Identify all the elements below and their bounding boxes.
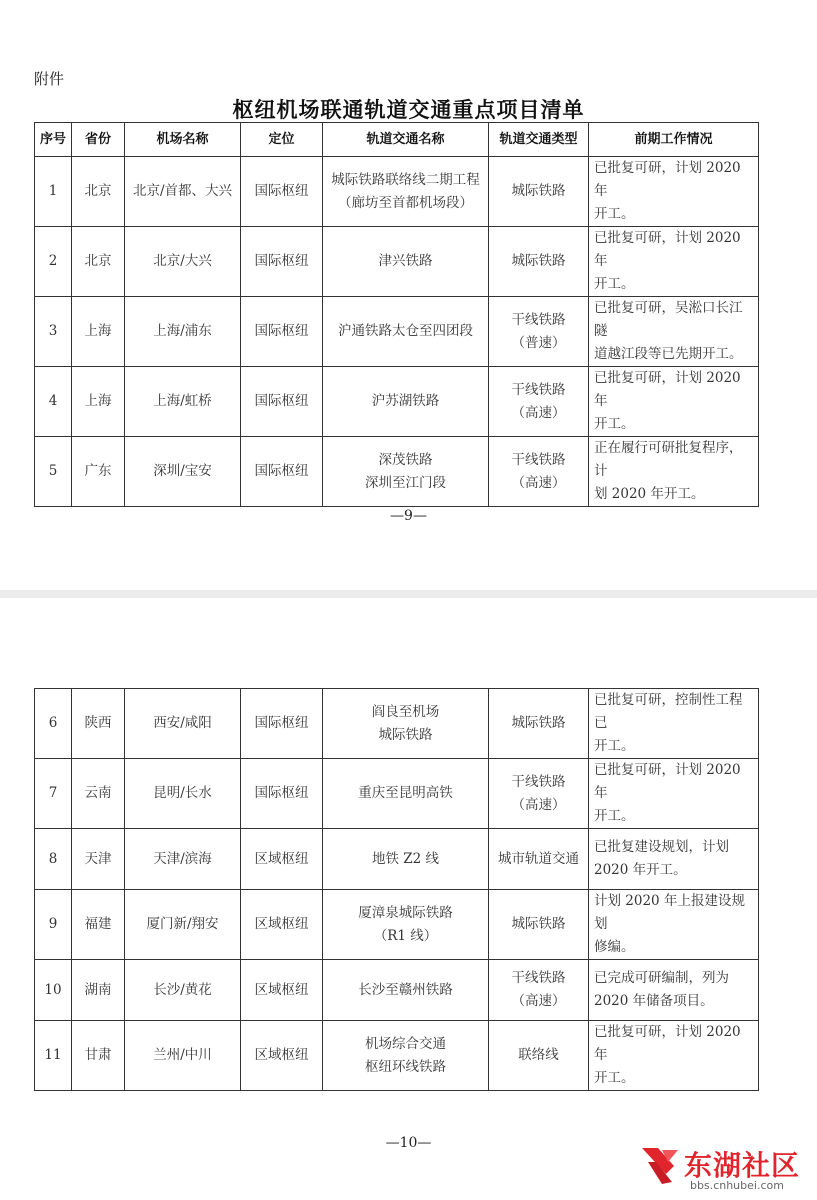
province-cell-line: 北京 [84,183,112,199]
position-cell-line: 国际枢纽 [254,715,309,731]
watermark-text: 东湖社区 [684,1149,801,1182]
position-cell [241,759,323,829]
rail-name-cell-line: 深圳至江门段 [365,474,446,491]
rail-name-cell-line: 地铁 Z2 线 [371,850,440,867]
rail-name-cell-line: 深茂铁路 [378,451,433,468]
airport-cell [125,829,241,890]
row-number [35,759,72,829]
status-cell-line: 已批复建设规划，计划 [594,839,729,855]
airport-cell-line: 昆明/长水 [153,785,212,801]
position-cell-line: 区域枢纽 [254,916,309,932]
province-cell [72,367,125,437]
document-page-1 [0,0,817,590]
row-number [35,1021,72,1091]
rail-type-cell-line: （普速） [511,334,566,351]
row-number [35,829,72,890]
project-table-page-2 [34,688,759,1091]
airport-cell-line: 上海/虹桥 [153,393,212,409]
position-cell-line: 国际枢纽 [254,463,309,479]
rail-type-cell-line: （高速） [511,404,566,421]
rail-name-cell [323,689,489,759]
airport-cell [125,367,241,437]
rail-type-cell [489,297,589,367]
rail-name-cell [323,960,489,1021]
rail-type-cell-line: 联络线 [518,1047,559,1063]
status-cell-line: 开工。 [594,808,635,824]
document-page-2 [0,598,817,1200]
status-cell-line: 开工。 [594,416,635,432]
airport-cell-line: 北京/大兴 [153,253,212,269]
rail-name-cell-line: 城际铁路 [378,726,433,743]
province-cell-line: 广东 [84,463,112,479]
airport-cell [125,297,241,367]
rail-type-cell [489,437,589,507]
province-cell [72,437,125,507]
airport-cell [125,1021,241,1091]
row-number-line: 9 [48,916,58,932]
status-cell-line: 已批复可研，计划 2020 年 [594,160,741,199]
table-row [35,829,759,890]
airport-cell-line: 长沙/黄花 [153,981,212,998]
table-row [35,227,759,297]
status-cell-line: 已批复可研，吴淞口长江隧 [594,300,743,339]
position-cell [241,367,323,437]
forum-logo-icon [638,1144,682,1188]
rail-type-cell [489,689,589,759]
airport-cell-line: 厦门新/翔安 [146,916,219,932]
airport-cell [125,157,241,227]
rail-type-cell-line: （高速） [511,993,566,1009]
header-airport: 机场名称 [125,123,241,157]
status-cell [589,689,759,759]
province-cell [72,759,125,829]
row-number-line: 4 [48,393,58,409]
page-number: —9— [390,508,427,524]
airport-cell [125,437,241,507]
rail-name-cell [323,367,489,437]
airport-cell [125,960,241,1021]
row-number-line: 5 [48,463,58,479]
rail-type-cell [489,157,589,227]
airport-cell [125,227,241,297]
table-row [35,437,759,507]
project-table-page-1 [34,122,759,507]
row-number-line: 2 [48,253,58,269]
airport-cell-line: 西安/咸阳 [153,715,212,731]
rail-name-cell-line: 沪苏湖铁路 [371,393,440,409]
header-status: 前期工作情况 [589,123,759,157]
rail-type-cell-line: （高速） [511,474,566,491]
rail-type-cell [489,367,589,437]
status-cell-line: 划 2020 年开工。 [594,486,705,502]
table-header-row [35,123,759,157]
header-province: 省份 [72,123,125,157]
position-cell [241,157,323,227]
rail-name-cell-line: 长沙至赣州铁路 [358,981,453,998]
row-number-line: 10 [44,981,62,998]
airport-cell-line: 上海/浦东 [153,323,212,339]
rail-name-cell [323,759,489,829]
status-cell-line: 已完成可研编制，列为 [594,970,729,986]
status-cell [589,890,759,960]
rail-name-cell-line: 厦漳泉城际铁路 [358,904,453,921]
position-cell-line: 区域枢纽 [254,1047,309,1063]
status-cell [589,297,759,367]
rail-name-cell-line: 阎良至机场 [371,703,440,720]
rail-name-cell-line: 重庆至昆明高铁 [358,785,453,801]
rail-type-cell [489,960,589,1021]
table-row [35,960,759,1021]
province-cell [72,960,125,1021]
rail-name-cell-line: （R1 线） [373,927,438,944]
status-cell-line: 已批复可研，控制性工程已 [594,692,743,731]
province-cell [72,890,125,960]
rail-type-cell-line: 干线铁路 [511,381,566,398]
position-cell-line: 国际枢纽 [254,253,309,269]
rail-name-cell-line: （廊坊至首都机场段） [338,194,473,211]
status-cell [589,437,759,507]
airport-cell-line: 深圳/宝安 [153,463,212,479]
airport-cell-line: 天津/滨海 [153,850,212,867]
row-number-line: 3 [48,323,58,339]
header-rail-name: 轨道交通名称 [323,123,489,157]
province-cell-line: 上海 [84,393,112,409]
rail-type-cell [489,759,589,829]
watermark [638,1142,813,1196]
table-row [35,759,759,829]
row-number [35,367,72,437]
table-row [35,157,759,227]
position-cell [241,960,323,1021]
rail-name-cell [323,829,489,890]
header-position: 定位 [241,123,323,157]
table-row [35,297,759,367]
rail-name-cell [323,437,489,507]
rail-type-cell [489,1021,589,1091]
row-number [35,227,72,297]
rail-type-cell [489,829,589,890]
rail-type-cell-line: 干线铁路 [511,773,566,790]
rail-name-cell-line: 津兴铁路 [378,253,433,269]
rail-type-cell-line: 干线铁路 [511,451,566,468]
rail-type-cell-line: 干线铁路 [511,970,566,986]
airport-cell [125,890,241,960]
position-cell-line: 国际枢纽 [254,183,309,199]
rail-type-cell-line: 城际铁路 [511,715,566,731]
status-cell-line: 开工。 [594,738,635,754]
status-cell-line: 2020 年储备项目。 [594,993,714,1009]
status-cell [589,1021,759,1091]
position-cell-line: 区域枢纽 [254,981,309,998]
airport-cell [125,759,241,829]
position-cell [241,297,323,367]
row-number-line: 6 [48,715,58,731]
attachment-label: 附件 [34,70,65,88]
status-cell-line: 已批复可研，计划 2020 年 [594,762,741,801]
position-cell [241,227,323,297]
status-cell [589,157,759,227]
rail-name-cell-line: 枢纽环线铁路 [365,1058,446,1075]
status-cell-line: 道越江段等已先期开工。 [594,346,743,362]
status-cell-line: 开工。 [594,1070,635,1086]
province-cell [72,157,125,227]
province-cell-line: 上海 [84,323,112,339]
row-number-line: 1 [48,183,58,199]
status-cell-line: 已批复可研，计划 2020 年 [594,230,741,269]
rail-name-cell [323,157,489,227]
status-cell-line: 开工。 [594,206,635,222]
position-cell-line: 区域枢纽 [254,850,309,867]
row-number [35,437,72,507]
province-cell [72,1021,125,1091]
status-cell-line: 已批复可研，计划 2020 年 [594,1024,741,1063]
status-cell-line: 开工。 [594,276,635,292]
airport-cell-line: 北京/首都、大兴 [132,183,233,199]
status-cell [589,759,759,829]
watermark-url: bbs.cnhubei.com [690,1179,784,1192]
row-number-line: 11 [44,1047,62,1063]
province-cell [72,689,125,759]
row-number-line: 7 [48,785,58,801]
province-cell-line: 甘肃 [84,1047,112,1063]
rail-name-cell [323,227,489,297]
rail-type-cell-line: 城际铁路 [511,253,566,269]
table-row [35,367,759,437]
province-cell-line: 天津 [84,850,112,867]
rail-name-cell [323,297,489,367]
position-cell-line: 国际枢纽 [254,785,309,801]
rail-name-cell-line: 沪通铁路太仓至四团段 [338,323,473,339]
table-row [35,890,759,960]
row-number-line: 8 [48,850,58,867]
position-cell-line: 国际枢纽 [254,393,309,409]
rail-type-cell-line: 干线铁路 [511,311,566,328]
province-cell-line: 云南 [84,785,112,801]
row-number [35,297,72,367]
status-cell-line: 修编。 [594,939,635,955]
airport-cell [125,689,241,759]
airport-cell-line: 兰州/中川 [153,1047,212,1063]
position-cell [241,437,323,507]
table-row [35,689,759,759]
position-cell [241,829,323,890]
province-cell-line: 北京 [84,253,112,269]
rail-name-cell-line: 城际铁路联络线二期工程 [331,171,480,188]
page-separator [0,590,817,598]
status-cell [589,960,759,1021]
province-cell [72,227,125,297]
position-cell-line: 国际枢纽 [254,323,309,339]
status-cell-line: 计划 2020 年上报建设规划 [594,893,745,932]
position-cell [241,1021,323,1091]
rail-name-cell-line: 机场综合交通 [365,1035,446,1052]
province-cell [72,829,125,890]
rail-type-cell [489,890,589,960]
table-row [35,1021,759,1091]
rail-type-cell-line: 城市轨道交通 [498,850,579,867]
row-number [35,157,72,227]
province-cell-line: 福建 [84,916,112,932]
status-cell-line: 2020 年开工。 [594,862,687,878]
rail-name-cell [323,890,489,960]
rail-type-cell [489,227,589,297]
position-cell [241,890,323,960]
rail-type-cell-line: 城际铁路 [511,183,566,199]
province-cell-line: 湖南 [84,981,112,998]
province-cell [72,297,125,367]
rail-name-cell [323,1021,489,1091]
rail-type-cell-line: （高速） [511,796,566,813]
status-cell [589,367,759,437]
header-no: 序号 [35,123,72,157]
position-cell [241,689,323,759]
header-rail-type: 轨道交通类型 [489,123,589,157]
row-number [35,960,72,1021]
status-cell-line: 正在履行可研批复程序，计 [594,440,743,479]
row-number [35,890,72,960]
status-cell-line: 已批复可研，计划 2020 年 [594,370,741,409]
page-number: —10— [385,1135,432,1151]
status-cell [589,829,759,890]
rail-type-cell-line: 城际铁路 [511,916,566,932]
document-title: 枢纽机场联通轨道交通重点项目清单 [232,97,585,122]
row-number [35,689,72,759]
status-cell [589,227,759,297]
province-cell-line: 陕西 [84,715,112,731]
